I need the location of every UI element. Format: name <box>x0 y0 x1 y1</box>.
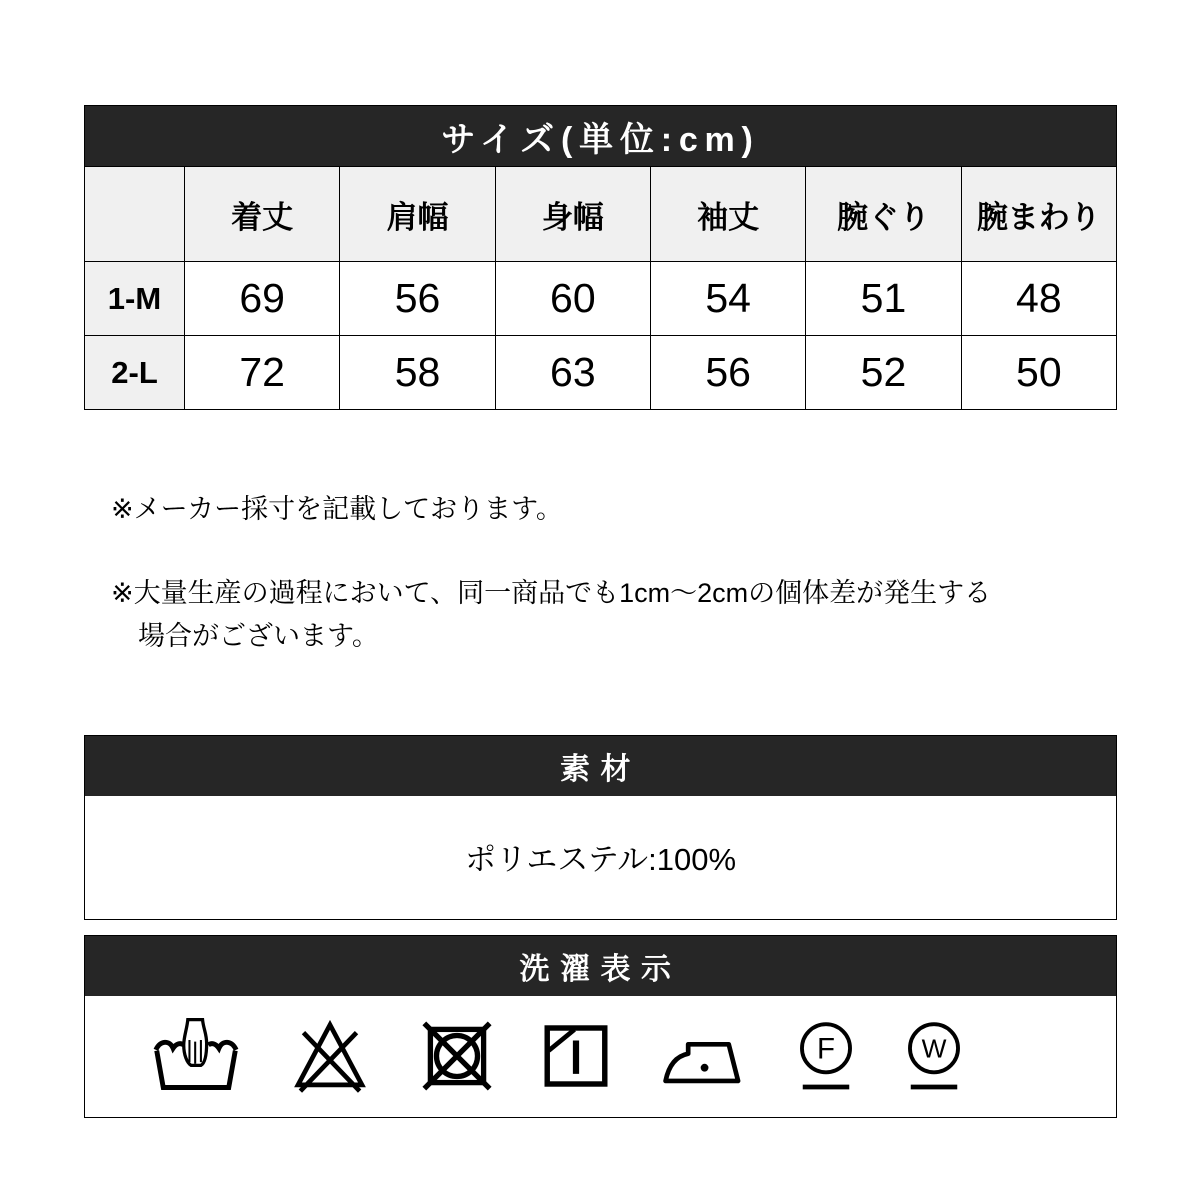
dry-clean-petroleum-gentle-icon <box>795 1017 857 1095</box>
svg-text:F: F <box>817 1031 835 1065</box>
material-value: ポリエステル:100% <box>464 842 737 877</box>
size-table-header-row <box>85 167 1117 262</box>
size-value-cell: 72 <box>185 336 340 410</box>
note-size-variance-line1: ※大量生産の過程において、同一商品でも1cm〜2cmの個体差が発生する <box>111 578 992 608</box>
do-not-tumble-dry-icon <box>419 1017 495 1095</box>
note-size-variance-line2: 場合がございます。 <box>138 621 379 651</box>
col-header-arm-circumference: 腕まわり <box>961 167 1116 262</box>
note-manufacturer-measurement: ※メーカー採寸を記載しております。 <box>111 494 563 524</box>
size-value-cell: 58 <box>340 336 495 410</box>
do-not-bleach-icon <box>287 1017 373 1095</box>
row-label-1m: 1-M <box>85 262 185 336</box>
size-table-title-row <box>85 106 1117 167</box>
col-header-body-length: 着丈 <box>185 167 340 262</box>
size-table-title: サイズ(単位:cm) <box>85 106 1117 167</box>
size-value-cell: 51 <box>806 262 961 336</box>
laundry-section <box>84 935 1117 1118</box>
line-dry-in-shade-icon <box>541 1017 611 1095</box>
size-value-cell: 56 <box>650 336 805 410</box>
size-row-2l <box>85 336 1117 410</box>
size-value-cell: 54 <box>650 262 805 336</box>
size-value-cell: 56 <box>340 262 495 336</box>
svg-text:W: W <box>921 1033 947 1064</box>
material-section-title: 素材 <box>85 736 1116 796</box>
note-size-variance <box>111 572 991 658</box>
material-section <box>84 735 1117 920</box>
size-value-cell: 52 <box>806 336 961 410</box>
corner-cell <box>85 167 185 262</box>
size-row-1m <box>85 262 1117 336</box>
size-value-cell: 48 <box>961 262 1116 336</box>
laundry-section-title: 洗濯表示 <box>85 936 1116 996</box>
col-header-chest-width: 身幅 <box>495 167 650 262</box>
iron-low-heat-icon <box>657 1017 749 1095</box>
row-label-2l: 2-L <box>85 336 185 410</box>
size-value-cell: 69 <box>185 262 340 336</box>
size-value-cell: 63 <box>495 336 650 410</box>
size-value-cell: 60 <box>495 262 650 336</box>
size-table <box>84 105 1117 410</box>
hand-wash-icon <box>151 1017 241 1095</box>
laundry-icons-row <box>85 996 1116 1115</box>
wet-clean-gentle-icon <box>903 1017 965 1095</box>
col-header-armhole: 腕ぐり <box>806 167 961 262</box>
col-header-sleeve-length: 袖丈 <box>650 167 805 262</box>
size-value-cell: 50 <box>961 336 1116 410</box>
col-header-shoulder-width: 肩幅 <box>340 167 495 262</box>
